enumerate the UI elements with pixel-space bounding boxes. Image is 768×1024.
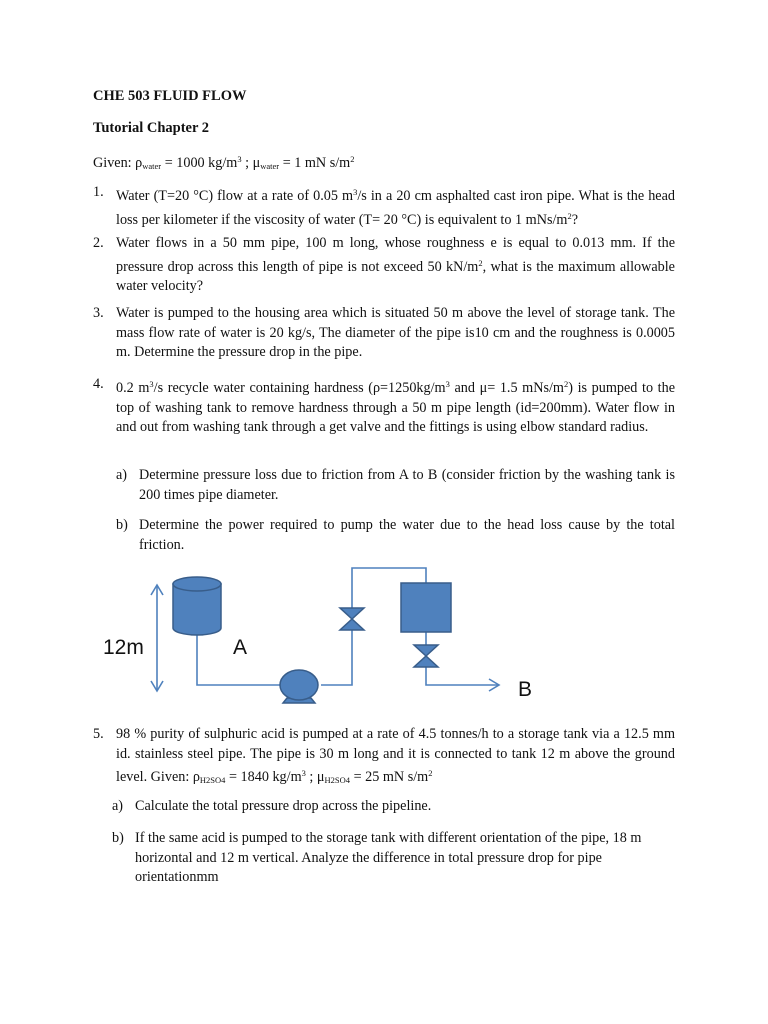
question-3-text: Water is pumped to the housing area which is situated 50 m above the level of storage tank. The mass flow rate of water is 20 kg/s, The diameter of the pipe is10 cm and the roughness is 0.0005 m. Determine the pressure drop in the pipe.	[116, 305, 675, 361]
height-dimension-arrow	[151, 585, 163, 691]
tutorial-subtitle: Tutorial Chapter 2	[93, 120, 210, 136]
question-5b-text: If the same acid is pumped to the storage tank with different orientation of the pipe, 18 m horizontal and 12 m vertical. Analyze the difference in total pressure drop for pipe orientationmm	[135, 830, 642, 886]
point-b-label: B	[518, 678, 533, 701]
gate-valve-icon	[340, 608, 364, 630]
course-title: CHE 503 FLUID FLOW	[93, 88, 247, 104]
question-5-number: 5.	[93, 726, 104, 742]
question-5a-label: a)	[112, 798, 124, 814]
question-4b-text: Determine the power required to pump the water due to the head loss cause by the total friction.	[139, 517, 675, 553]
question-4-number: 4.	[93, 376, 104, 392]
question-5a-text: Calculate the total pressure drop across the pipeline.	[135, 798, 432, 814]
question-4a-text: Determine pressure loss due to friction from A to B (consider friction by the washing tank is 200 times pipe diameter.	[139, 467, 675, 503]
pump-icon	[280, 670, 318, 703]
question-3-number: 3.	[93, 305, 104, 321]
question-4-text: 0.2 $m^3/s$ recycle water containing hardness ($\rho=1250kg/m^3$ and μ= 1.5 mNs/$m^2$) is pumped to the top of washing tank to remove hardness through a 50 m pipe length (id=200mm). Water flow in and out from washing tank through a get valve and the fittings is using elbow standard radius.	[116, 379, 675, 436]
question-1-text: Water (T=20 °C) flow at a rate of 0.05 $m^3/s$ in a 20 cm asphalted cast iron pipe. What is the head loss per kilometer if the viscosity of water (T= 20 °C) is equivalent to 1 mNs/$m^2$?	[116, 187, 675, 228]
question-2-text: Water flows in a 50 mm pipe, 100 m long, whose roughness e is equal to 0.013 mm. If the pressure drop across this length of pipe is not exceed 50 $kN/m^2$, what is the maximum allowable water velocity?	[116, 235, 675, 295]
given-line: Given: $\rho_{water} = 1000$ $kg/m^3$ ; $\mu_{water} = 1$ mN $s/m^2$	[93, 154, 355, 171]
question-2-number: 2.	[93, 235, 104, 251]
outlet-valve-icon	[414, 645, 438, 667]
point-a-label: A	[233, 636, 248, 659]
question-5-text: 98 % purity of sulphuric acid is pumped at a rate of 4.5 tonnes/h to a storage tank via a 12.5 mm id. stainless steel pipe. The pipe is 30 m long and it is connected to tank 12 m above the ground level. Given: $\rho_{H2SO4} = 1840$ $kg/m^3$ ; $\mu_{H2SO4} = 25$ mN $s/m^2$	[116, 726, 675, 786]
question-5b-label: b)	[112, 830, 124, 846]
storage-tank-cylinder	[173, 577, 221, 635]
question-4a-label: a)	[116, 467, 128, 483]
question-4b-label: b)	[116, 517, 128, 533]
washing-tank	[401, 583, 451, 632]
process-flow-diagram	[0, 566, 768, 706]
question-1-number: 1.	[93, 184, 104, 200]
height-label: 12m	[103, 636, 144, 659]
